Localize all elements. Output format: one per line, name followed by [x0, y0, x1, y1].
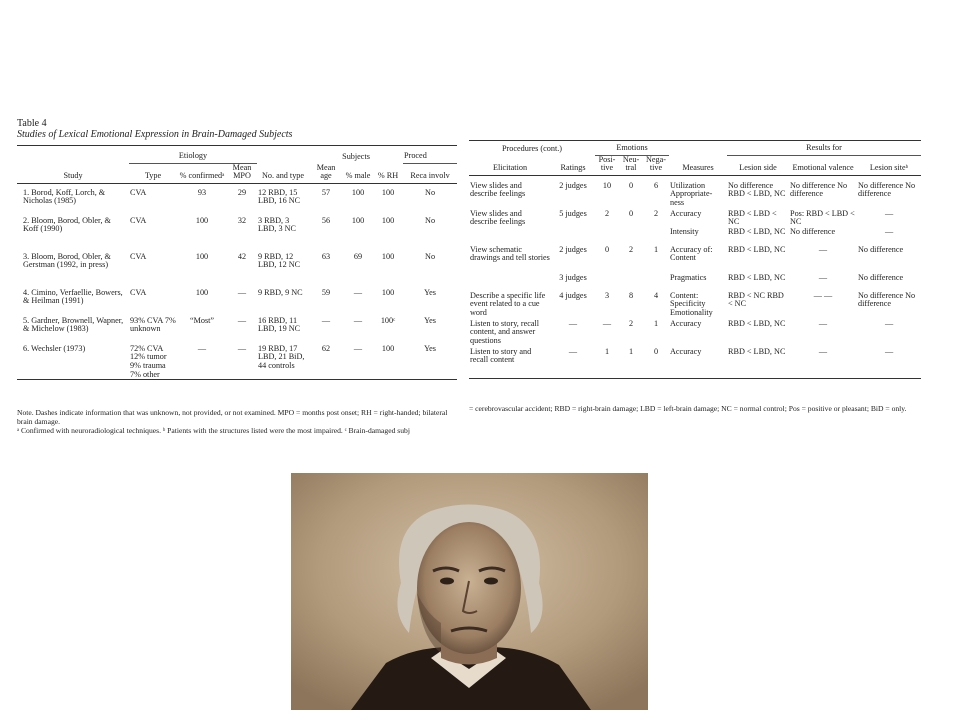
table-row [469, 320, 921, 348]
cell-male: — [353, 287, 363, 297]
cell-valence: — [818, 272, 828, 282]
table-4-continued [469, 140, 921, 438]
col-emotional-valence: Emotional valence [789, 155, 857, 175]
table-note [17, 408, 457, 435]
table-4-continued-grid [469, 140, 921, 379]
cell-study: 6. Wechsler (1973) [17, 345, 129, 380]
col-measures: Measures [669, 155, 727, 175]
cell-proc: No [425, 187, 436, 197]
cell-study: 4. Cimino, Verfaellie, Bowers, & Heilman (1991) [23, 287, 123, 306]
procedures-cont-header: Procedures (cont.) [469, 141, 595, 156]
cell-ratings: — [568, 318, 578, 328]
table-continued-note: = cerebrovascular accident; RBD = right-brain damage; LBD = left-brain damage; NC = normal control; Pos = positive or pleasant; BiD = only. [469, 404, 907, 413]
cell-ratings: 2 judges [559, 244, 587, 254]
table-row [17, 345, 457, 380]
cell-ratings: 4 judges [559, 290, 587, 300]
cell-measures: Intensity [670, 226, 699, 236]
col-pct-male: % male [343, 163, 373, 183]
cell-valence: No difference [790, 226, 836, 236]
cell-male: — [353, 315, 363, 325]
table-row [469, 246, 921, 274]
cell-measures: Accuracy of: Content [670, 244, 713, 263]
table-row [469, 274, 921, 292]
cell-age: 59 [321, 287, 331, 297]
cell-valence: — — [813, 290, 833, 300]
cell-pct: 93 [197, 187, 207, 197]
cell-valence: — [818, 318, 828, 328]
cell-age: 57 [321, 187, 331, 197]
table-row [17, 217, 457, 253]
cell-site: No difference No difference [858, 290, 916, 309]
table-4-grid [17, 152, 457, 380]
col-pct-confirmed: % confirmedᵃ [177, 163, 227, 183]
cell-male: 100 [351, 187, 365, 197]
cell-elicit: Listen to story and recall content [469, 348, 551, 379]
table-row [469, 228, 921, 246]
cell-ratings: 2 judges [559, 180, 587, 190]
cell-site: — [884, 226, 894, 236]
cell-pos: 0 [604, 244, 610, 254]
cell-site: No difference [858, 244, 904, 254]
cell-elicit [469, 274, 551, 292]
cell-neu: 0 [628, 208, 634, 218]
cell-neg: 1 [653, 244, 659, 254]
col-positive: Posi- tive [595, 155, 619, 175]
table-note-text: Note. Dashes indicate information that was unknown, not provided, or not examined. MPO = months post onset; RH = right-handed; bilateral brain damage. [17, 408, 448, 426]
cell-proc: Yes [403, 345, 457, 380]
cell-pct: 100 [195, 251, 209, 261]
cell-pos [595, 228, 619, 246]
cell-elicit: Listen to story, recall content, and answer questions [470, 318, 540, 345]
cell-mpo: 29 [237, 187, 247, 197]
col-negative: Nega- tive [643, 155, 669, 175]
procedures-group-header: Proced [403, 152, 457, 163]
table-title: Studies of Lexical Emotional Expression in Brain-Damaged Subjects [17, 129, 293, 140]
cell-elicit: View slides and describe feelings [470, 180, 526, 199]
cell-valence: — [789, 348, 857, 379]
cell-site: No difference No difference [858, 180, 916, 199]
col-study: Study [17, 163, 129, 183]
cell-type: 93% CVA 7% unknown [130, 315, 176, 334]
cell-measures: Pragmatics [670, 272, 707, 282]
cell-ratings: 3 judges [559, 272, 587, 282]
cell-male: — [343, 345, 373, 380]
cell-study: 2. Bloom, Borod, Obler, & Koff (1990) [23, 215, 111, 234]
cell-neg: 6 [653, 180, 659, 190]
cell-measures: Accuracy [670, 208, 702, 218]
cell-rh: 100 [373, 345, 403, 380]
cell-site: — [857, 348, 921, 379]
col-mean-age: Mean age [309, 163, 343, 183]
table-row [469, 210, 921, 228]
cell-notype: 16 RBD, 11 LBD, 19 NC [258, 315, 301, 334]
cell-mpo: — [237, 287, 247, 297]
cell-neg [643, 274, 669, 292]
emotions-group-header: Emotions [595, 141, 669, 156]
subjects-group-header: Subjects [342, 151, 370, 161]
cell-proc: Yes [424, 287, 436, 297]
cell-notype: 9 RBD, 12 LBD, 12 NC [258, 251, 301, 270]
table-row [17, 253, 457, 289]
cell-pos: — [602, 318, 612, 328]
cell-side: RBD < LBD, NC [728, 226, 786, 236]
cell-neu [619, 274, 643, 292]
cell-pos: 1 [595, 348, 619, 379]
cell-rh: 100 [381, 187, 395, 197]
cell-side: RBD < LBD, NC [727, 348, 789, 379]
cell-pos: 10 [602, 180, 612, 190]
cell-notype: 3 RBD, 3 LBD, 3 NC [258, 215, 296, 234]
cell-rh: 100 [381, 215, 395, 225]
cell-notype: 12 RBD, 15 LBD, 16 NC [258, 187, 301, 206]
cell-rh: 100ᶜ [380, 315, 396, 325]
cell-proc: Yes [424, 315, 436, 325]
cell-pos [595, 274, 619, 292]
cell-age: — [321, 315, 331, 325]
table-footnotes: ᵃ Confirmed with neuroradiological techniques. ᵇ Patients with the structures listed were the most impaired. ᶜ Brain-damaged subj [17, 426, 410, 435]
col-lesion-side: Lesion side [727, 155, 789, 175]
cell-side: RBD < LBD, NC [728, 318, 786, 328]
cell-neu: 0 [628, 180, 634, 190]
cell-study: 5. Gardner, Brownell, Wapner, & Michelow (1983) [23, 315, 124, 334]
cell-side: RBD < NC RBD < NC [728, 290, 784, 309]
table-row [469, 292, 921, 320]
cell-pos: 3 [604, 290, 610, 300]
cell-age: 62 [309, 345, 343, 380]
col-type: Type [129, 163, 177, 183]
cell-neu: 8 [628, 290, 634, 300]
cell-measures: Content: Specificity Emotionality [670, 290, 713, 317]
cell-pct: 100 [195, 287, 209, 297]
cell-ratings: — [551, 348, 595, 379]
cell-mpo: — [227, 345, 257, 380]
col-neutral: Neu- tral [619, 155, 643, 175]
cell-proc: No [425, 215, 436, 225]
cell-valence: — [818, 244, 828, 254]
cell-valence: Pos: RBD < LBD < NC [790, 208, 855, 227]
cell-pos: 2 [604, 208, 610, 218]
col-pct-rh: % RH [373, 163, 403, 183]
table-4 [17, 118, 457, 438]
cell-measures: Accuracy [669, 348, 727, 379]
cell-rh: 100 [381, 251, 395, 261]
table-number: Table 4 [17, 118, 47, 129]
cell-elicit [469, 228, 551, 246]
cell-type: CVA [130, 287, 147, 297]
cell-notype: 19 RBD, 17 LBD, 21 BiD, 44 controls [257, 345, 309, 380]
cell-type: 72% CVA 12% tumor 9% trauma 7% other [129, 345, 177, 380]
table-row [469, 175, 921, 210]
cell-mpo: 42 [237, 251, 247, 261]
cell-notype: 9 RBD, 9 NC [258, 287, 303, 297]
table-row [469, 348, 921, 379]
cell-measures: Accuracy [670, 318, 702, 328]
cell-neu: 1 [619, 348, 643, 379]
col-lesion-site: Lesion siteᵇ [857, 155, 921, 175]
cell-neu: 2 [628, 318, 634, 328]
table-top-rule [17, 145, 457, 146]
cell-type: CVA [130, 215, 147, 225]
cell-pct: 100 [195, 215, 209, 225]
cell-pct: — [177, 345, 227, 380]
cell-rh: 100 [381, 287, 395, 297]
col-mean-mpo: Mean MPO [227, 163, 257, 183]
cell-neg [643, 228, 669, 246]
cell-side: RBD < LBD < NC [728, 208, 777, 227]
cell-mpo: — [237, 315, 247, 325]
cell-valence: No difference No difference [790, 180, 848, 199]
cell-side: RBD < LBD, NC [728, 272, 786, 282]
cell-type: CVA [130, 251, 147, 261]
cell-side: No difference RBD < LBD, NC [728, 180, 786, 199]
cell-mpo: 32 [237, 215, 247, 225]
table-row [17, 289, 457, 317]
cell-proc: No [425, 251, 436, 261]
table-row [17, 183, 457, 217]
cell-study: 3. Bloom, Borod, Obler, & Gerstman (1992, in press) [23, 251, 111, 270]
cell-neg: 0 [643, 348, 669, 379]
col-recall: Reca involv [403, 163, 457, 183]
portrait-right-eye [484, 578, 498, 585]
cell-neu: 2 [628, 244, 634, 254]
col-elicitation: Elicitation [469, 155, 551, 175]
cell-ratings: 5 judges [559, 208, 587, 218]
cell-ratings [551, 228, 595, 246]
cell-male: 69 [353, 251, 363, 261]
table-row [17, 317, 457, 345]
cell-elicit: View slides and describe feelings [470, 208, 526, 227]
cell-age: 63 [321, 251, 331, 261]
cell-pct: “Most” [189, 315, 215, 325]
cell-neg: 1 [653, 318, 659, 328]
cell-elicit: View schematic drawings and tell stories [470, 244, 550, 263]
cell-age: 56 [321, 215, 331, 225]
cell-site: No difference [858, 272, 904, 282]
cell-type: CVA [130, 187, 147, 197]
cell-side: RBD < LBD, NC [728, 244, 786, 254]
cell-measures: Utilization Appropriate- ness [670, 180, 713, 207]
results-group-header: Results for [727, 141, 921, 156]
cell-elicit: Describe a specific life event related to a cue word [470, 290, 546, 317]
cell-neu [619, 228, 643, 246]
col-no-type: No. and type [257, 163, 309, 183]
portrait-illustration [291, 473, 648, 710]
portrait-left-eye [440, 578, 454, 585]
cell-study: 1. Borod, Koff, Lorch, & Nicholas (1985) [23, 187, 106, 206]
portrait-photo [291, 473, 648, 710]
cell-male: 100 [351, 215, 365, 225]
col-ratings: Ratings [551, 155, 595, 175]
etiology-group-header: Etiology [129, 152, 257, 163]
cell-neg: 4 [653, 290, 659, 300]
cell-site: — [884, 318, 894, 328]
cell-site: — [884, 208, 894, 218]
cell-neg: 2 [653, 208, 659, 218]
